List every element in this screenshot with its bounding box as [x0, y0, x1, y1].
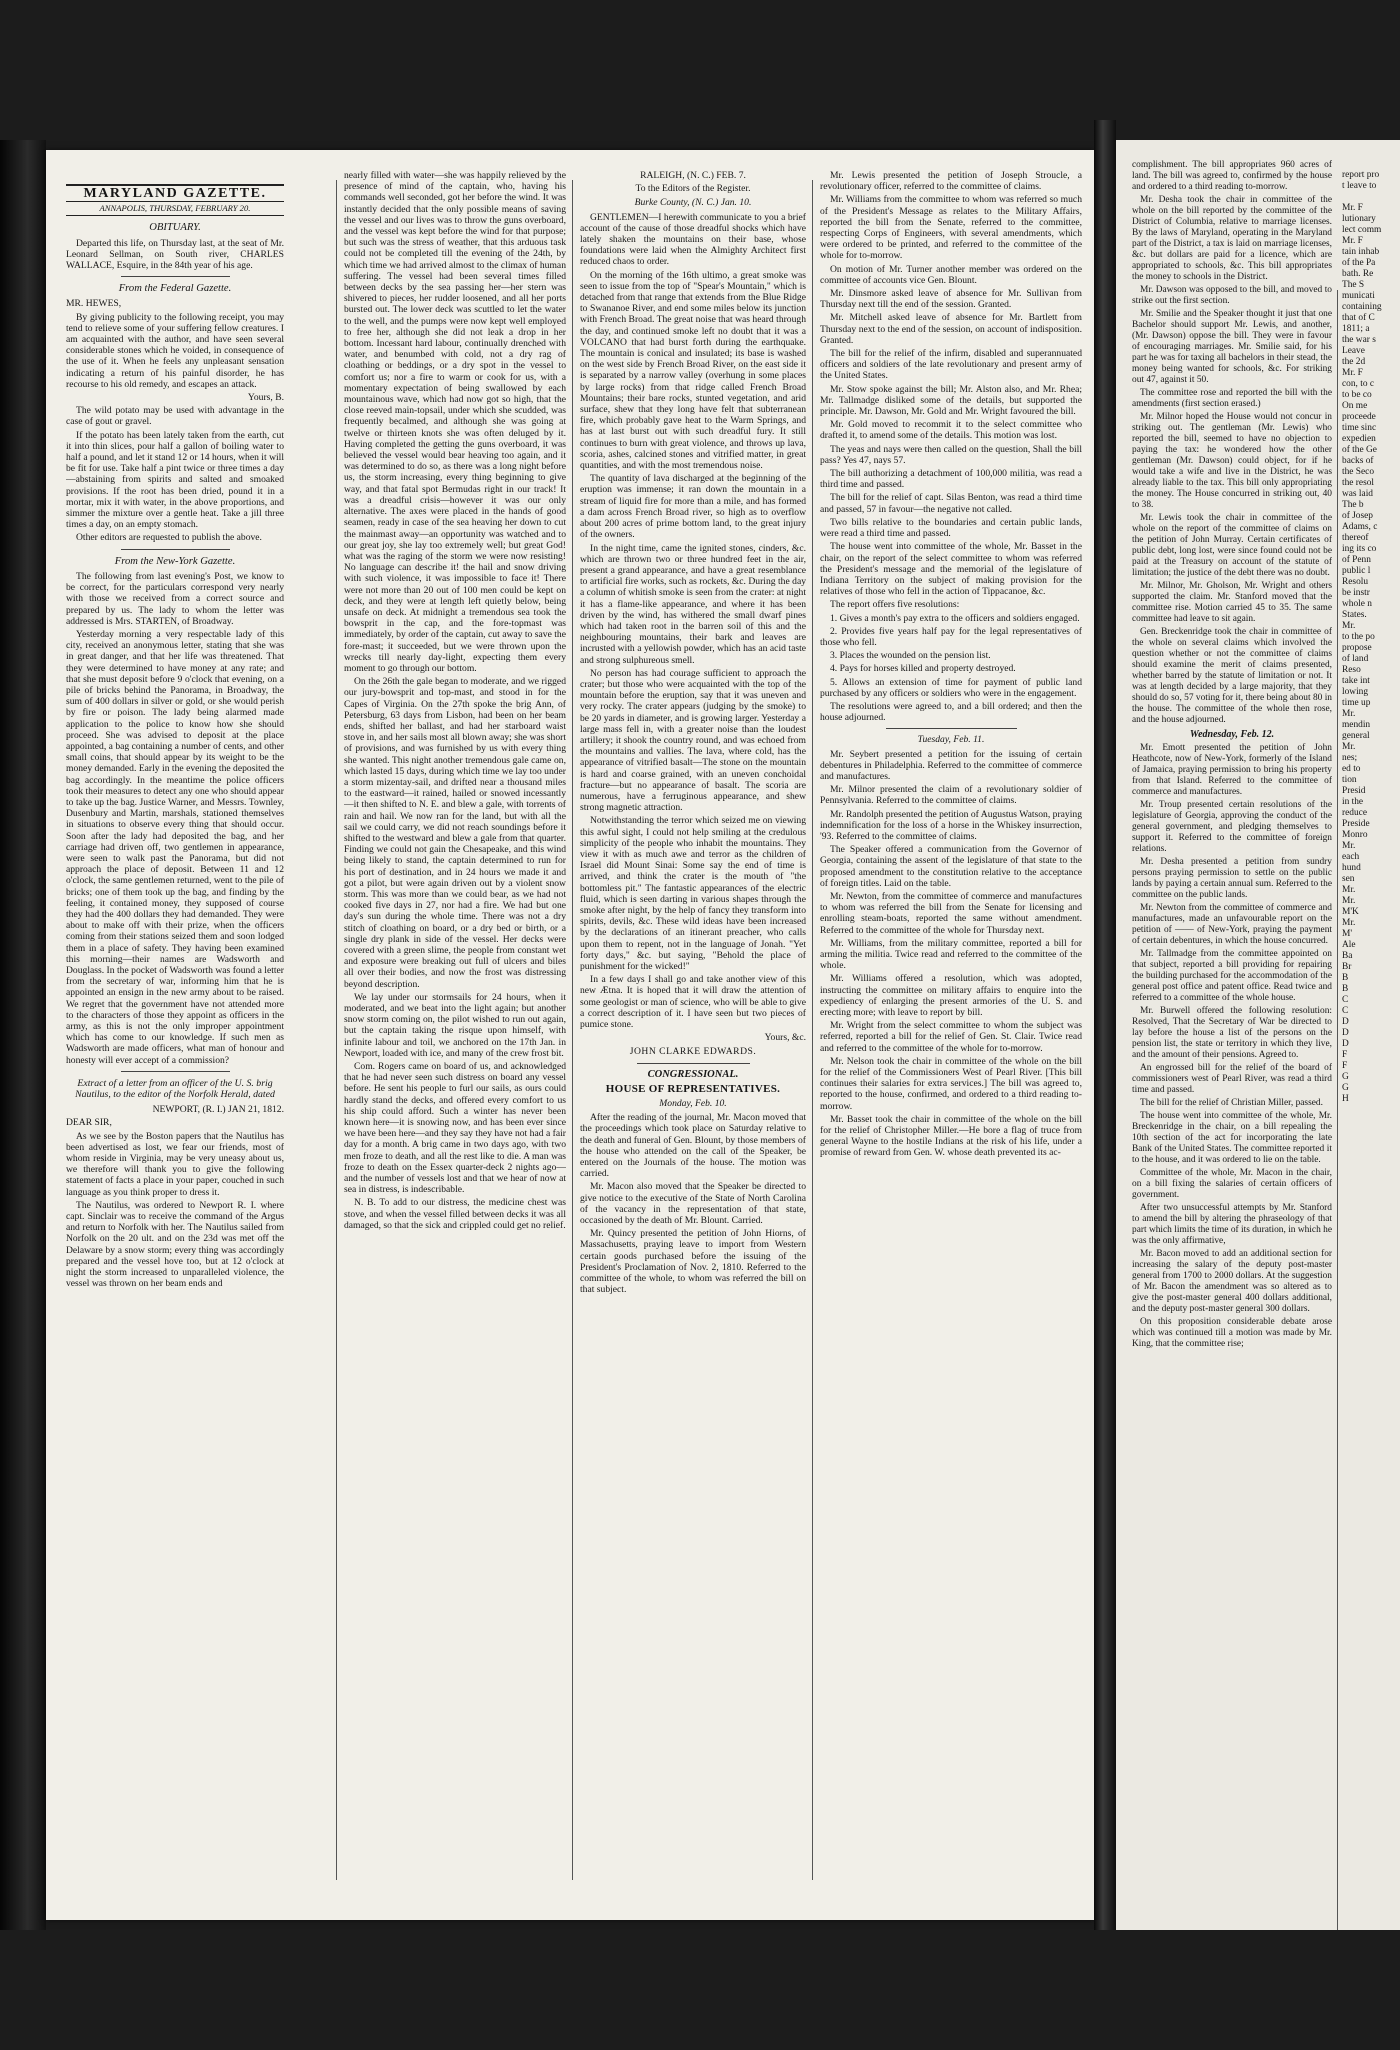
article-paragraph: The bill for the relief of Christian Miller, passed. [1140, 1098, 1323, 1108]
article-paragraph: By giving publicity to the following receipt, you may tend to relieve some of your suffering fellow creatures. I am acquainted with the author, and have seen several considerable stones which he voided, in consequence of the use of it. When he feels any unpleasant sensation indicating a return of his painful disorder, he has recourse to his old remedy, and escapes an attack. [66, 311, 284, 390]
cropped-line-fragment: lowing [1342, 687, 1369, 697]
cropped-line-fragment: the Seco [1342, 467, 1375, 477]
article-paragraph: nearly filled with water—she was happily relieved by the presence of mind of the captain, who, having his commands well seconded, got her before the wind. It was instantly decided that the only possible means of saving the vessel and our lives was to throw the guns overboard, and the vessel was kept before the wind for that purpose; but such was the stress of weather, that this arduous task could not be completed till the evening of the 24th, by which time we had arrived almost to the climax of human suffering. The vessel had been several times filled between decks by the sea passing her—her stern was shivered to pieces, her rudder loosened, and all her ports bursted out. The lower deck was scuttled to let the water to the well, and the pumps were now kept well employed to free her, although she did not leak a drop in her bottom. Incessant hard labour, continually drenched with water, and benumbed with cold, not a dry rag of cloathing or beddings, or a dry spot in the vessel to comfort us; nor a fire to warm or cook for us, with a momentary expectation of being swallowed by each mountainous wave, which had now got so high, that the close reeved main-topsail, under which she scudded, was frequently becalmed, and although she was going at twelve or thirteen knots she was often deluged by it. Having completed the getting the guns overboard, it was believed the vessel would bear heaving too again, and it was determined to do so, as there was a long night before us, the storm increasing, every thing beginning to give way, and that fatal spot Bermudas right in our track! It was a dreadful crisis—however it was our only alternative. The axes were placed in the hands of good seamen, ready in case of the sea heaving her down to cut the mainmast away—an opportunity was watched and to our great joy, she lay too extremely well; but great God! what was the raging of the storm we were now resisting! No language can describe it! the hail and snow driving with such violence, it was impossible to face it! There were not more than 20 out of 100 men could be kept on deck, and they were at length left quietly below, being unsafe on deck. At midnight a tremendous sea took the bowsprit in the cap, and the fore-topmast was immediately, by order of the captain, cut away to save the fore-mast; it succeeded, but we were thrown upon the wrecks till nearly day-light, expecting them every moment to go through our bottom. [344, 170, 566, 674]
cropped-line-fragment: Mr. [1342, 742, 1356, 752]
cropped-line-fragment: Ale [1342, 940, 1356, 950]
cropped-line-fragment: Monro [1342, 830, 1368, 840]
cropped-line-fragment: was laid [1342, 489, 1373, 499]
divider [886, 728, 1017, 729]
cropped-line-fragment: in the [1342, 797, 1364, 807]
cropped-line-fragment: States. [1342, 610, 1367, 620]
cropped-line-fragment: 1811; a [1342, 324, 1370, 334]
cropped-line-fragment: Leave [1342, 346, 1365, 356]
cropped-line-fragment: the war s [1342, 335, 1376, 345]
cropped-line-fragment: B [1342, 973, 1349, 983]
article-paragraph: GENTLEMEN—I herewith communicate to you a brief account of the cause of those dreadful shocks which have lately shaken the mountains on their base, whose foundations were laid when the Almighty Architect first reduced chaos to order. [580, 211, 806, 268]
article-paragraph: The following from last evening's Post, we know to be correct, for the particulars correspond very nearly with those we received from a correct source and prepared by us. The lady to whom the letter was addressed is Mrs. STARTEN, of Broadway. [66, 570, 284, 627]
column-rule [1337, 290, 1338, 1930]
cropped-line-fragment: tain inhab [1342, 247, 1380, 257]
obituary-text: Departed this life, on Thursday last, at the seat of Mr. Leonard Sellman, on South river, CHARLES WALLACE, Esquire, in the 84th year of his age. [66, 237, 284, 272]
article-paragraph: Mr. Burwell offered the following resolution: Resolved, That the Secretary of War be directed to lay before the house a list of the persons on the pension list, the state or territory in which they live, and the amount of their pensions. Agreed to. [1132, 1006, 1332, 1060]
masthead [66, 184, 284, 216]
sign-off: Yours, &c. [764, 1032, 806, 1044]
article-paragraph: Mr. Smilie and the Speaker thought it just that one Bachelor should support Mr. Lewis, and another, (Mr. Dawson) oppose the bill. They were in favour of encouraging marriages. Mr. Smilie said, for his part he was for taxing all bachelors in their stead, the money being wanted for schools, &c. For striking out 47, against it 50. [1132, 309, 1332, 385]
cropped-line-fragment: Mr. F [1342, 236, 1363, 246]
cropped-line-fragment: The b [1342, 500, 1364, 510]
obituary-heading: OBITUARY. [149, 222, 201, 234]
article-paragraph: Mr. Milnor presented the claim of a revolutionary soldier of Pennsylvania. Referred to the committee of claims. [820, 784, 1082, 807]
salutation: MR. HEWES, [66, 298, 122, 310]
sign-off: Yours, B. [247, 392, 284, 404]
article-paragraph: The bill authorizing a detachment of 100,000 militia, was read a third time and passed. [820, 468, 1082, 491]
cropped-line-fragment: propose [1342, 643, 1372, 653]
divider [121, 1071, 230, 1072]
article-paragraph: As we see by the Boston papers that the Nautilus has been advertised as lost, we fear our friends, most of whom reside in Virginia, may be very uneasy about us, we therefore will thank you to give the following statement of facts a place in your paper, couched in such language as you think proper to dress it. [66, 1130, 284, 1198]
cropped-line-fragment: bath. Re [1342, 269, 1374, 279]
article-paragraph: On the 26th the gale began to moderate, and we rigged our jury-bowsprit and top-mast, and stood in for the Capes of Virginia. On the 27th spoke the brig Ann, of Petersburg, 63 days from Lisbon, had been on her beam ends, shifted her ballast, and had her starboard waist stove in, and her sails most all blown away; she was short of provisions, and was furnished by us with every thing she wanted. This night another tremendous gale came on, which lasted 15 days, during which time we lay too under a storm mizentay-sail, and drifted near a thousand miles to the eastward—it rained, hailed or snowed incessantly—it then shifted to N. E. and blew a gale, with torrents of rain and hail. We now ran for the land, but with all the sail we could carry, we did not reach soundings before it shifted to the westward and blew a gale from that quarter. Finding we could not gain the Chesapeake, and this wind being likely to stand, the captain determined to run for his port of destination, and in 24 hours we made it and got a pilot, but were again driven out by a violent snow storm. This was more than we could bear, as we had not cooked five days in 27, nor had a fire. We had but one day's sun during the whole time. There was not a dry stitch of cloathing on board, or a dry bed or birth, or a single dry plank in side of the vessel. Her decks were covered with a green slime, the people from constant wet and exposure were breaking out full of ulcers and biles all over their bodies, and now the frost was distressing beyond description. [344, 676, 566, 990]
article-paragraph: Mr. Emott presented the petition of John Heathcote, now of New-York, formerly of the Island of Jamaica, praying permission to bring his property from that Island. Referred to the committee of commerce and manufactures. [1132, 743, 1332, 797]
article-paragraph: No person has had courage sufficient to approach the crater; but those who were acquainted with the top of the mountain before the eruption, say that it was uneven and very rocky. The crater appears (judging by the smoke) to be 20 yards in diameter, and is growing larger. Yesterday a large mass fell in, with a greater noise than the loudest artillery; it shook the country round, and was echoed from the mountains and vallies. The lava, where cold, has the appearance of vitrified basalt—The stone on the mountain is hard and coarse grained, with an uneven conchoidal fracture—but no appearance of basalt. The scoria are numerous, have a ferruginous appearance, and shew strong magnetic attraction. [580, 667, 806, 814]
cropped-line-fragment: G [1342, 1083, 1349, 1093]
cropped-line-fragment: Presid [1342, 786, 1366, 796]
cropped-line-fragment: the resol [1342, 478, 1375, 488]
article-paragraph: Mr. Williams, from the military committee, reported a bill for arming the militia. Twice read and referred to the committee of the whole. [820, 937, 1082, 972]
article-paragraph: On the morning of the 16th ultimo, a great smoke was seen to issue from the top of "Spear's Mountain," which is detached from that range that extends from the Blue Ridge to Swananoe River, and end some miles below its junction with French Broad. The great noise that was heard through the day, and continued smoke left no doubt that it was a VOLCANO that had burst forth during the earthquake. The mountain is conical and insulated; its base is washed on the west side by French Broad River, on the east side it is separated by a narrow valley (overhung in some places by large rocks) from that ridge called French Broad Mountains; their bare rocks, stunted vegetation, and arid surface, shew that they long have felt that subterranean fire, which probably gave heat to the Warm Springs, and has at last burst out with such dreadful fury. It still continues to burn with great violence, and throws up lava, scoria, ashes, calcined stones and vitrified matter, in great quantities, and with the most tremendous noise. [580, 269, 806, 472]
cropped-line-fragment: D [1342, 1017, 1349, 1027]
article-paragraph: The wild potato may be used with advantage in the case of gout or gravel. [66, 405, 284, 428]
article-paragraph: The bill for the relief of capt. Silas Benton, was read a third time and passed, 57 in favour—the negative not called. [820, 492, 1082, 515]
cropped-line-fragment: of the Ge [1342, 445, 1377, 455]
divider [121, 276, 230, 277]
facing-column-1 [1132, 160, 1332, 1930]
cropped-line-fragment: whole n [1342, 599, 1372, 609]
facing-page [1116, 140, 1400, 1930]
cropped-line-fragment: D [1342, 1039, 1349, 1049]
cropped-line-fragment: On me [1342, 401, 1368, 411]
article-paragraph: The Speaker offered a communication from the Governor of Georgia, containing the assent of the legislature of that state to the proposed amendment to the constitution relative to the acceptance of foreign titles. Laid on the table. [820, 844, 1082, 889]
article-paragraph: The resolutions were agreed to, and a bill ordered; and then the house adjourned. [820, 700, 1082, 724]
article-paragraph: Mr. Dawson was opposed to the bill, and moved to strike out the first section. [1132, 285, 1332, 306]
cropped-line-fragment: Adams, c [1342, 522, 1378, 532]
cropped-line-fragment: M'K [1342, 907, 1359, 917]
article-paragraph: The Nautilus, was ordered to Newport R. I. where capt. Sinclair was to receive the command of the Argus and return to Norfolk with her. The Nautilus sailed from Norfolk on the 20 ult. and on the 23d was met off the Delaware by a snow storm; every thing was accordingly prepared and the vessel hove too, but at 12 o'clock at night the storm increased to unparalleled violence, the vessel was thrown on her beam ends and [66, 1199, 284, 1290]
cropped-line-fragment: public l [1342, 566, 1371, 576]
cropped-line-fragment: of Josep [1342, 511, 1373, 521]
article-paragraph: Other editors are requested to publish the above. [76, 532, 262, 544]
article-paragraph: Mr. Dinsmore asked leave of absence for Mr. Sullivan from Thursday next till the end of the session. Granted. [820, 288, 1082, 311]
resolution-item: 2. Provides five years half pay for the legal representatives of those who fell. [820, 625, 1082, 648]
newspaper-page [46, 150, 1094, 1920]
article-paragraph: Committee of the whole, Mr. Macon in the chair, on a bill fixing the salaries of certain officers of government. [1132, 1168, 1332, 1200]
article-paragraph: Notwithstanding the terror which seized me on viewing this awful sight, I could not help smiling at the credulous simplicity of the people who inhabit the mountains. They view it with as much awe and terror as the children of Israel did Mount Sinai: Some say the end of time is arrived, and think the crater is the mouth of "the bottomless pit." The fantastic appearances of the electric fluid, which is seen darting in various shapes through the smoke after night, by the help of fancy they transform into spirits, devils, &c. These wild ideas have been increased by the declarations of an itinerant preacher, who calls upon them to repent, not in the language of Jonah. "Yet forty days," &c. but saying, "Behold the place of punishment for the wicked!" [580, 815, 806, 973]
article-paragraph: We lay under our stormsails for 24 hours, when it moderated, and we beat into the light again; but another snow storm coming on, the pilot wished to run out again, but the captain taking the risque upon himself, with infinite labour and toil, we anchored on the 17th Jan. in Newport, loaded with ice, and many of the crew frost bit. [344, 991, 566, 1059]
cropped-line-fragment: of Penn [1342, 555, 1371, 565]
article-paragraph: Gen. Breckenridge took the chair in committee of the whole on several claims which involved the question whether or not the committee of claims should examine the merit of claims presented, whether barred by the statute of limitation or not. It was at length decided by a large majority, that they should do so, 57 voting for it, there being about 80 in the house. The committee of the whole then rose, and the house adjourned. [1132, 627, 1332, 725]
cropped-line-fragment: backs of [1342, 456, 1374, 466]
cropped-line-fragment: report pro [1342, 170, 1380, 180]
cropped-line-fragment: time up [1342, 698, 1371, 708]
section-heading: From the New-York Gazette. [114, 555, 236, 567]
section-heading: Extract of a letter from an officer of the U. S. brig Nautilus, to the editor of the Norfolk Herald, dated [75, 1077, 275, 1101]
dateline: RALEIGH, (N. C.) FEB. 7. [640, 170, 746, 181]
cropped-line-fragment: H [1342, 1094, 1349, 1104]
article-paragraph: Yesterday morning a very respectable lady of this city, received an anonymous letter, stating that she was in great danger, and that her life was threatened. That they were determined to have money at any rate; and that she must deposit before 9 o'clock that evening, on a pile of bricks behind the Panorama, in Broadway, the sum of 400 dollars in silver or gold, or she would perish by fire or poison. The lady being alarmed made application to the police to know how she should proceed. She was advised to deposit at the place appointed, a bag containing a number of cents, and other small coins, that should appear by its weight to be the money demanded. Early in the evening the deposited the bag accordingly. In the meantime the police officers took their measures to detect any one who should appear to take up the bag. Justice Warner, and Messrs. Townley, Dusenbury and Martin, marshals, stationed themselves in situations to observe every thing that should occur. Soon after the lady had deposited the bag, and her carriage had driven off, two gentlemen in appearance, were seen to walk past the Panorama, but did not approach the place of deposit. Between 11 and 12 o'clock, the same gentlemen returned, went to the pile of bricks; one of them took up the bag, and finding by the feeling, it contained money, they supposed of course they had the 400 dollars they had demanded. They were about to make off with their prize, when the officers coming from their stations seized them and soon lodged them in a place of safety. They having been examined this morning—their names are Wadsworth and Douglass. In the pocket of Wadsworth was found a letter from the secretary of war, informing him that he is appointed an ensign in the new army about to be raised. We regret that the government have not attended more to the characters of those they appoint as officers in the army, as this is not the only improper appointment which has come to our knowledge. If such men as Wadsworth are made officers, what man of honour and honesty will ever accept of a commission? [66, 628, 284, 1066]
facing-column-2-cut [1342, 170, 1400, 1930]
article-paragraph: complishment. The bill appropriates 960 acres of land. The bill was agreed to, confirmed by the house and ordered to a third reading to-morrow. [1132, 160, 1332, 192]
article-paragraph: In a few days I shall go and take another view of this new Ætna. It is hoped that it will draw the attention of some geologist or man of science, who will be able to give a correct description of it. I have seen but two pieces of pumice stone. [580, 974, 806, 1031]
article-paragraph: Mr. Desha presented a petition from sundry persons praying permission to settle on the public lands by paying a certain annual sum. Referred to the committee on the public lands. [1132, 857, 1332, 900]
cropped-line-fragment: The S [1342, 280, 1365, 290]
resolution-item: 3. Places the wounded on the pension list. [830, 650, 991, 662]
article-paragraph: Two bills relative to the boundaries and certain public lands, were read a third time and passed. [820, 516, 1082, 540]
cropped-line-fragment: lect comm [1342, 225, 1382, 235]
cropped-line-fragment: B [1342, 984, 1349, 994]
cropped-line-fragment: of land [1342, 654, 1369, 664]
column-rule [572, 180, 573, 1880]
cropped-line-fragment: ing its co [1342, 544, 1377, 554]
cropped-line-fragment: Mr. [1342, 885, 1356, 895]
article-paragraph: Mr. Lewis took the chair in committee of the whole on the report of the committee of claims on the petition of John Murray. Certain certificates of public debt, long lost, were since found could not be paid at the Treasury on account of the statute of limitation; the justice of the debt there was no doubt. [1132, 513, 1332, 578]
article-paragraph: Mr. Troup presented certain resolutions of the legislature of Georgia, approving the conduct of the general government, and pledging themselves to support it. Referred to the committee of foreign relations. [1132, 800, 1332, 854]
cropped-line-fragment: containing [1342, 302, 1382, 312]
cropped-line-fragment: C [1342, 995, 1349, 1005]
cropped-line-fragment: Mr. F [1342, 203, 1363, 213]
article-paragraph: Mr. Milnor hoped the House would not concur in striking out. The gentleman (Mr. Lewis) who reported the bill, seemed to have no objection to paying the tax: he wondered how the other gentleman (Mr. Dawson) could object, for if he would take a wife and live in the District, he was already liable to the tax. This bill only appropriating the money. The House concurred in striking out, 40 to 38. [1132, 412, 1332, 510]
cropped-line-fragment: take int [1342, 676, 1370, 686]
article-paragraph: The bill for the relief of the infirm, disabled and superannuated officers and soldiers of the late revolutionary and present army of the United States. [820, 348, 1082, 382]
article-paragraph: Mr. Mitchell asked leave of absence for Mr. Bartlett from Thursday next to the end of the session, on account of indisposition. Granted. [820, 312, 1082, 346]
article-paragraph: Mr. Randolph presented the petition of Augustus Watson, praying indemnification for the loss of a horse in the Whiskey insurrection, '93. Referred to the committee of claims. [820, 808, 1082, 842]
cropped-line-fragment: F [1342, 1061, 1348, 1071]
cropped-line-fragment: lutionary [1342, 214, 1376, 224]
article-paragraph: In the night time, came the ignited stones, cinders, &c. which are thrown two or three hundred feet in the air, present a grand appearance, and have a great resemblance to artificial fire works, such as rockets, &c. During the day a column of whitish smoke is seen from the crater: at night it has a flame-like appearance, and where it has been driven by the wind, has withered the small dwarf pines which had taken root in the barren soil of this and the neighbouring mountains, their bark and leaves are incrusted with a yellowish powder, which has an acid taste and strong sulphureous smell. [580, 542, 806, 666]
article-paragraph: Mr. Bacon moved to add an additional section for increasing the salary of the deputy post-master general from 1700 to 2000 dollars. At the suggestion of Mr. Bacon the amendment was so altered as to give the post-master general 400 dollars additional, and the deputy post-master general 300 dollars. [1132, 1249, 1332, 1314]
article-paragraph: The committee rose and reported the bill with the amendments (first section erased.) [1132, 388, 1332, 409]
article-paragraph: On motion of Mr. Turner another member was ordered on the committee of accounts vice Gen. Blount. [820, 263, 1082, 286]
cropped-line-fragment: Mr. [1342, 621, 1356, 631]
cropped-line-fragment: M' [1342, 929, 1353, 939]
cropped-line-fragment: Ba [1342, 951, 1353, 961]
book-binding-left [0, 140, 46, 1930]
cropped-line-fragment: F [1342, 1050, 1348, 1060]
cropped-line-fragment: t leave to [1342, 181, 1377, 191]
cropped-line-fragment: expedien [1342, 434, 1376, 444]
cropped-line-fragment: Reso [1342, 665, 1361, 675]
cropped-line-fragment: hund [1342, 863, 1361, 873]
cropped-line-fragment: to be co [1342, 390, 1372, 400]
article-paragraph: Mr. Nelson took the chair in committee of the whole on the bill for the relief of the Commissioners West of Pearl River. [This bill continues their salaries for extra services.] The bill was agreed to, reported to the house, confirmed, and ordered to a third reading to-morrow. [820, 1055, 1082, 1112]
article-paragraph: An engrossed bill for the relief of the board of commissioners west of Pearl River, was read a third time and passed. [1132, 1063, 1332, 1095]
article-paragraph: The quantity of lava discharged at the beginning of the eruption was immense; it ran down the mountain in a stream of liquid fire for more than a mile, and has formed a dam across French Broad river, so high as to overflow about 200 acres of prime bottom land, to the great injury of the owners. [580, 473, 806, 541]
cropped-line-fragment: each [1342, 852, 1360, 862]
resolution-item: 1. Gives a month's pay extra to the officers and soldiers engaged. [830, 612, 1080, 624]
article-paragraph: The report offers five resolutions: [830, 599, 960, 611]
article-paragraph: The yeas and nays were then called on the question, Shall the bill pass? Yes 47, nays 57. [820, 443, 1082, 466]
article-paragraph: Mr. Quincy presented the petition of John Hiorns, of Massachusetts, praying leave to import from Western certain goods purchased before the issuing of the President's Proclamation of Nov. 2, 1810. Referred to the committee of the whole, to whom was referred the bill on that subject. [580, 1228, 806, 1296]
cropped-line-fragment: sen [1342, 874, 1355, 884]
masthead-dateline: ANNAPOLIS, THURSDAY, FEBRUARY 20. [66, 201, 284, 214]
cropped-line-fragment: Resolu [1342, 577, 1369, 587]
cropped-line-fragment: con, to c [1342, 379, 1375, 389]
article-paragraph: Mr. Newton from the committee of commerce and manufactures, made an unfavourable report on the petition of —— of New-York, praying the payment of certain debentures, in which the house concurred. [1132, 903, 1332, 946]
signature: JOHN CLARKE EDWARDS. [629, 1046, 757, 1058]
divider [121, 549, 230, 550]
session-date: Wednesday, Feb. 12. [1189, 729, 1275, 740]
cropped-line-fragment: time sinc [1342, 423, 1377, 433]
column-rule [812, 180, 813, 1880]
cropped-line-fragment: C [1342, 1006, 1349, 1016]
article-paragraph: After two unsuccessful attempts by Mr. Stanford to amend the bill by altering the phraseology of that part which limits the time of its duration, in which he was the only affirmative, [1132, 1203, 1332, 1246]
article-paragraph: On this proposition considerable debate arose which was continued till a motion was made by Mr. King, that the committee rise; [1132, 1317, 1332, 1349]
article-paragraph: The house went into committee of the whole, Mr. Breckenridge in the chair, on a bill repealing the 10th section of the act for incorporating the late Bank of the United States. The committee reported it to the house, and it was ordered to lie on the table. [1132, 1111, 1332, 1165]
cropped-line-fragment: Mr. [1342, 709, 1356, 719]
article-paragraph: Mr. Basset took the chair in committee of the whole on the bill for the relief of Christopher Miller.—He bore a flag of truce from general Wayne to the hostile Indians at the risk of his life, under a promise of reward from Gen. W. whose death prevented its ac- [820, 1113, 1082, 1159]
article-paragraph: Mr. Williams offered a resolution, which was adopted, instructing the committee on military affairs to enquire into the expediency of enlarging the present armories of the U. S. and erecting more; with leave to report by bill. [820, 973, 1082, 1019]
origin-line: Burke County, (N. C.) Jan. 10. [634, 197, 752, 209]
cropped-line-fragment: D [1342, 1028, 1349, 1038]
cropped-line-fragment: to the po [1342, 632, 1375, 642]
article-paragraph: Mr. Macon also moved that the Speaker be directed to give notice to the executive of the State of North Carolina of the vacancy in the representation of that state, occasioned by the death of Mr. Blount. Carried. [580, 1181, 806, 1227]
cropped-line-fragment: that of C [1342, 313, 1375, 323]
cropped-line-fragment: of the Pa [1342, 258, 1376, 268]
cropped-line-fragment: municati [1342, 291, 1375, 301]
cropped-line-fragment: tion [1342, 775, 1357, 785]
article-paragraph: Mr. Williams from the committee to whom was referred so much of the President's Message as relates to the Military Affairs, reported the bill from the Senate, referred to the committee, respecting Corps of Engineers, with several amendments, which were ordered to be printed, and referred to the committee of the whole for to-morrow. [820, 194, 1082, 262]
address-line: To the Editors of the Register. [635, 183, 751, 195]
cropped-line-fragment: G [1342, 1072, 1349, 1082]
session-date: Tuesday, Feb. 11. [917, 734, 985, 746]
cropped-line-fragment: the 2d [1342, 357, 1366, 367]
masthead-title: MARYLAND GAZETTE. [83, 186, 267, 201]
article-paragraph: Mr. Gold moved to recommit it to the select committee who drafted it, to amend some of the details. This motion was lost. [820, 419, 1082, 442]
article-paragraph: Mr. Milnor, Mr. Gholson, Mr. Wright and others supported the claim. Mr. Stanford moved that the committee rise. Motion carried 45 to 35. The same committee had leave to sit again. [1132, 581, 1332, 624]
session-date: Monday, Feb. 10. [659, 1098, 727, 1110]
cropped-line-fragment: ed to [1342, 764, 1361, 774]
article-paragraph: Mr. Lewis presented the petition of Joseph Stroucle, a revolutionary officer, referred to the committee of claims. [820, 170, 1082, 193]
article-paragraph: If the potato has been lately taken from the earth, cut it into thin slices, pour half a gallon of boiling water to half a pound, and let it stand 12 or 14 hours, when it will be fit for use. Take half a pint twice or three times a day—abstaining from spirits and salted and smoaked provisions. If the root has been dried, pound it in a mortar, mix it with water, in the above proportions, and simmer the mixture over a gentle heat. Take a jill three times a day, on an empty stomach. [66, 429, 284, 531]
article-paragraph: Mr. Wright from the select committee to whom the subject was referred, reported a bill for the relief of Gen. St. Clair. Twice read and referred to the committee of the whole for to-morrow. [820, 1020, 1082, 1054]
resolution-item: 5. Allows an extension of time for payment of public land purchased by any officers or soldiers who were in the engagement. [820, 676, 1082, 699]
dateline: NEWPORT, (R. I.) JAN 21, 1812. [152, 1104, 284, 1116]
article-paragraph: Mr. Seybert presented a petition for the issuing of certain debentures in Philadelphia. Referred to the committee of commerce and manufactures. [820, 748, 1082, 782]
cropped-line-fragment: reduce [1342, 808, 1367, 818]
section-heading: From the Federal Gazette. [118, 283, 232, 295]
article-paragraph: Mr. Stow spoke against the bill; Mr. Alston also, and Mr. Rhea; Mr. Tallmadge disliked some of the details, but supported the principle. Mr. Dawson, Mr. Gold and Mr. Wright favoured the bill. [820, 383, 1082, 418]
article-paragraph: N. B. To add to our distress, the medicine chest was stove, and when the vessel filled between decks it was all damaged, so that the sick and crippled could get no relief. [344, 1197, 566, 1231]
cropped-line-fragment: thereof [1342, 533, 1369, 543]
resolution-item: 4. Pays for horses killed and property destroyed. [830, 663, 1016, 675]
cropped-line-fragment: mendin [1342, 720, 1371, 730]
article-paragraph: Mr. Tallmadge from the committee appointed on that subject, reported a bill providing for repairing the building purchased for the accommodation of the general post office and patent office. Read twice and referred to a committee of the whole house. [1132, 949, 1332, 1003]
article-paragraph: Mr. Newton, from the committee of commerce and manufactures to whom was referred the bill from the Senate for licensing and enrolling steam-boats, reported the same without amendment. Referred to the committee of the whole for Thursday next. [820, 890, 1082, 936]
article-paragraph: Com. Rogers came on board of us, and acknowledged that he had never seen such distress on board any vessel before. He sent his people to furl our sails, as ours could hardly stand the decks, and offered every comfort to us his ship could afford. Such a winter has never been known here—it is snowing now, and has been ever since we have been here—and they say they have not had a fair day for a month. A brig came in two days ago, with two men froze to death, and all the rest like to die. A man was froze to death on the Essex quarter-deck 2 nights ago—and the number of vessels lost and that we hear of now at sea in distress, is indescribable. [344, 1061, 566, 1196]
cropped-line-fragment: proceede [1342, 412, 1376, 422]
book-gutter [1094, 120, 1116, 1930]
cropped-line-fragment: general [1342, 731, 1370, 741]
cropped-line-fragment: Preside [1342, 819, 1370, 829]
cropped-line-fragment: Mr. [1342, 896, 1356, 906]
cropped-line-fragment: Mr. [1342, 841, 1356, 851]
column-rule [336, 180, 337, 1880]
section-heading: HOUSE OF REPRESENTATIVES. [605, 1082, 781, 1095]
article-paragraph: After the reading of the journal, Mr. Macon moved that the proceedings which took place on Saturday relative to the death and funeral of Gen. Blount, by those members of the house who attended on the call of the Speaker, be entered on the Journals of the house. The motion was carried. [580, 1112, 806, 1180]
cropped-line-fragment: Mr. [1342, 918, 1356, 928]
salutation: DEAR SIR, [66, 1117, 112, 1129]
divider [637, 1063, 750, 1064]
column-1 [66, 184, 284, 1914]
cropped-line-fragment [1342, 192, 1400, 203]
column-4 [820, 170, 1082, 1900]
article-paragraph: The house went into committee of the whole, Mr. Basset in the chair, on the report of the select committee to whom was referred the President's message and the memorial of the legislature of Indiana Territory on the subject of making provision for the relatives of those who fell in the action of Tippacanoe, &c. [820, 541, 1082, 598]
cropped-line-fragment: Br [1342, 962, 1352, 972]
article-paragraph: Mr. Desha took the chair in committee of the whole on the bill reported by the committee of the District of Columbia, relative to marriage licenses. By the laws of Maryland, operating in the Maryland part of the District, a tax is laid on marriage licenses, &c. but dollars are paid for a licence, which are appropriated to schools, &c. This bill appropriates the money to schools in the District. [1132, 195, 1332, 282]
section-heading: CONGRESSIONAL. [647, 1068, 739, 1080]
cropped-line-fragment: nes; [1342, 753, 1358, 763]
cropped-line-fragment: be instr [1342, 588, 1370, 598]
column-3 [580, 170, 806, 1900]
column-2 [344, 170, 566, 1900]
cropped-line-fragment: Mr. F [1342, 368, 1363, 378]
